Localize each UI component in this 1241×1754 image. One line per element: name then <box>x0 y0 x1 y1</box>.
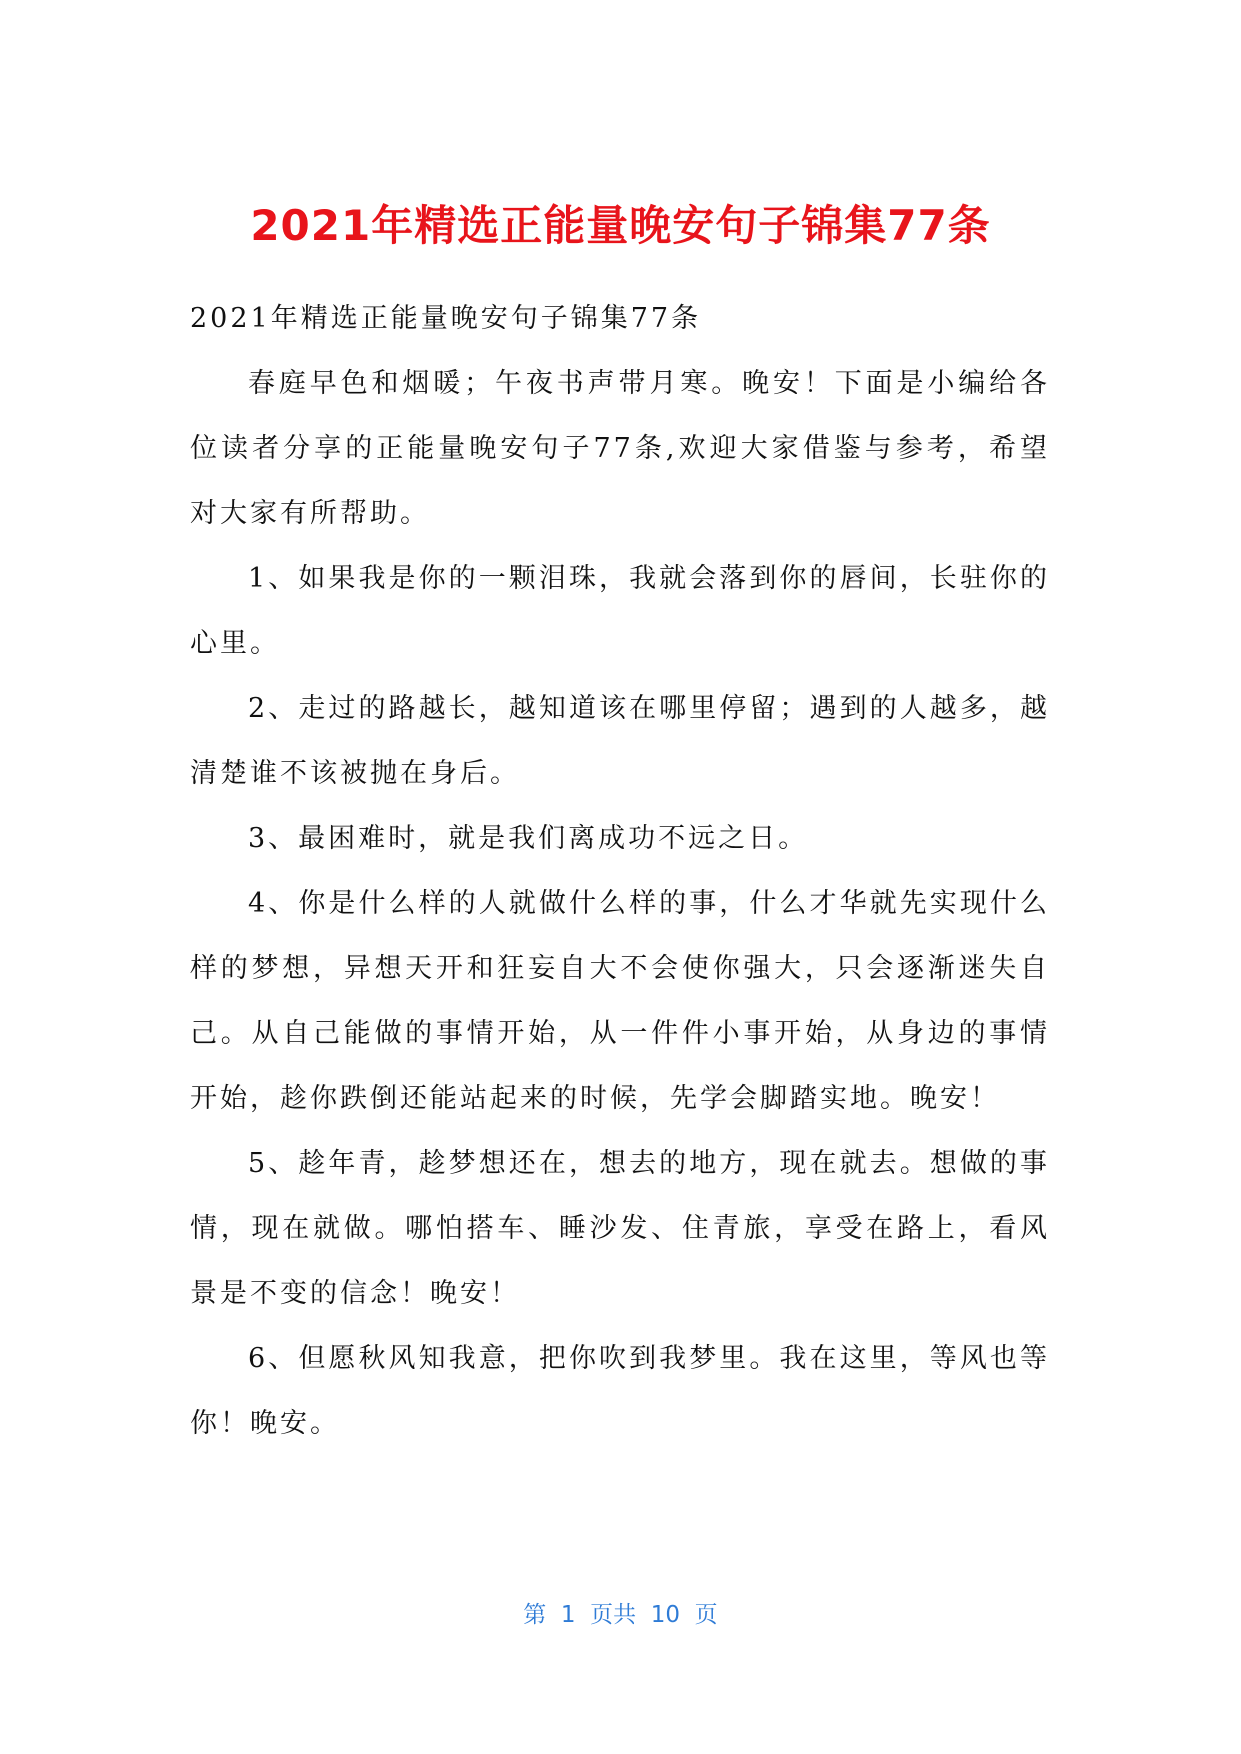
list-item: 3、最困难时，就是我们离成功不远之日。 <box>248 823 809 854</box>
list-item: 4、你是什么样的人就做什么样的事，什么才华就先实现什么样的梦想，异想天开和狂妄自大不会使你强大，只会逐渐迷失自己。从自己能做的事情开始，从一件件小事开始，从身边的事情开始，趁你跌倒还能站起来的时候，先学会脚踏实地。晚安！ <box>190 888 1050 1114</box>
list-item: 5、趁年青，趁梦想还在，想去的地方，现在就去。想做的事情，现在就做。哪怕搭车、睡沙发、住青旅，享受在路上，看风景是不变的信念！晚安！ <box>190 1148 1050 1309</box>
document-subtitle: 2021年精选正能量晚安句子锦集77条 <box>190 303 702 334</box>
list-item: 1、如果我是你的一颗泪珠，我就会落到你的唇间，长驻你的心里。 <box>190 563 1050 659</box>
list-item: 2、走过的路越长，越知道该在哪里停留；遇到的人越多，越清楚谁不该被抛在身后。 <box>190 693 1050 789</box>
document-body <box>190 286 1050 1456</box>
document-title: 2021年精选正能量晚安句子锦集77条 <box>250 201 991 250</box>
page-number-footer: 第 1 页共 10 页 <box>523 1602 718 1628</box>
intro-paragraph: 春庭早色和烟暖；午夜书声带月寒。晚安！下面是小编给各位读者分享的正能量晚安句子77条,欢迎大家借鉴与参考，希望对大家有所帮助。 <box>190 368 1050 529</box>
list-item: 6、但愿秋风知我意，把你吹到我梦里。我在这里，等风也等你！晚安。 <box>190 1343 1050 1439</box>
